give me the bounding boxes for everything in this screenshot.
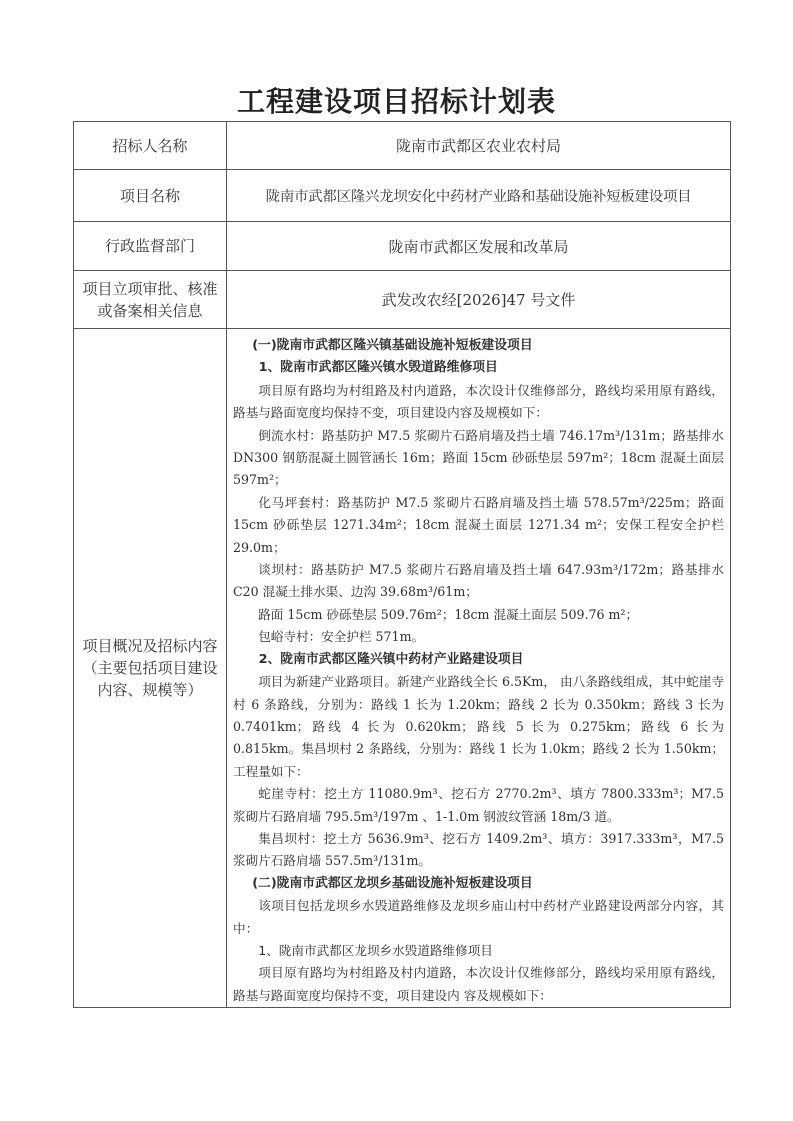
subsection-heading: 1、陇南市武都区龙坝乡水毁道路维修项目 xyxy=(258,942,493,958)
paragraph: 倒流水村：路基防护 M7.5 浆砌片石路肩墙及挡土墙 746.17m³/131m；路基排水 DN300 钢筋混凝土圆管涵长 16m；路面 15cm 砂砾垫层 597m²；18cm 混凝土面层 597m²； xyxy=(233,427,724,488)
overview-content xyxy=(227,329,731,1008)
bidding-plan-table xyxy=(73,121,731,1008)
row-value: 武发改农经[2026]47 号文件 xyxy=(227,271,731,329)
row-label: 项目立项审批、核准或备案相关信息 xyxy=(74,271,227,329)
row-label: 项目名称 xyxy=(74,170,227,222)
paragraph: 包峪寺村：安全护栏 571m。 xyxy=(258,629,425,645)
paragraph: 项目原有路均为村组路及村内道路，本次设计仅维修部分，路线均采用原有路线，路基与路面宽度均保持不变，项目建设内 容及规模如下： xyxy=(233,965,724,1003)
row-label: 项目概况及招标内容（主要包括项目建设内容、规模等） xyxy=(74,329,227,1008)
table-row-supervision-dept xyxy=(74,222,731,271)
paragraph: 化马坪套村：路基防护 M7.5 浆砌片石路肩墙及挡土墙 578.57m³/225m；路面 15cm 砂砾垫层 1271.34m²；18cm 混凝土面层 1271.34 m²；安保工程安全护栏 29.0m； xyxy=(233,494,724,555)
row-label: 行政监督部门 xyxy=(74,222,227,271)
table-row-project-name xyxy=(74,170,731,222)
paragraph: 项目原有路均为村组路及村内道路，本次设计仅维修部分，路线均采用原有路线，路基与路面宽度均保持不变，项目建设内容及规模如下： xyxy=(233,382,724,421)
subsection-heading: 1、陇南市武都区隆兴镇水毁道路维修项目 xyxy=(258,360,498,376)
row-value: 陇南市武都区隆兴龙坝安化中药材产业路和基础设施补短板建设项目 xyxy=(227,170,731,222)
paragraph: 集昌坝村：挖土方 5636.9m³、挖石方 1409.2m³、填方：3917.333m³，M7.5 浆砌片石路肩墙 557.5m³/131m。 xyxy=(233,830,724,869)
paragraph: 谈坝村：路基防护 M7.5 浆砌片石路肩墙及挡土墙 647.93m³/172m；路基排水 C20 混凝土排水渠、边沟 39.68m³/61m； xyxy=(233,562,724,600)
row-label: 招标人名称 xyxy=(74,122,227,170)
document-title: 工程建设项目招标计划表 xyxy=(236,85,556,118)
section-heading: (一)陇南市武都区隆兴镇基础设施补短板建设项目 xyxy=(252,338,533,353)
paragraph: 项目为新建产业路项目。新建产业路线全长 6.5Km， 由八条路线组成，其中蛇崖寺村 6 条路线，分别为：路线 1 长为 1.20km；路线 2 长为 0.350km；路线 3 长为 0.7401km；路线 4 长为 0.620km；路线 5 长为 0.275km；路线 6 长为 0.815km。集昌坝村 2 条路线，分别为：路线 1 长为 1.0km；路线 2 长为 1.50km；工程量如下： xyxy=(233,674,724,779)
paragraph: 蛇崖寺村：挖土方 11080.9m³、挖石方 2770.2m³、填方 7800.333m³；M7.5 浆砌片石路肩墙 795.5m³/197m 、1-1.0m 钢波纹管涵 18m/3 道。 xyxy=(233,786,724,824)
paragraph: 路面 15cm 砂砾垫层 509.76m²；18cm 混凝土面层 509.76 m²； xyxy=(258,606,639,622)
row-value: 陇南市武都区发展和改革局 xyxy=(227,222,731,271)
paragraph: 该项目包括龙坝乡水毁道路维修及龙坝乡庙山村中药材产业路建设两部分内容，其中： xyxy=(233,898,724,936)
subsection-heading: 2、陇南市武都区隆兴镇中药材产业路建设项目 xyxy=(258,651,524,667)
row-value: 陇南市武都区农业农村局 xyxy=(227,122,731,170)
section-heading: (二)陇南市武都区龙坝乡基础设施补短板建设项目 xyxy=(252,875,533,891)
table-row-tenderer xyxy=(74,122,731,170)
table-row-overview xyxy=(74,329,731,1008)
table-row-approval-info xyxy=(74,271,731,329)
